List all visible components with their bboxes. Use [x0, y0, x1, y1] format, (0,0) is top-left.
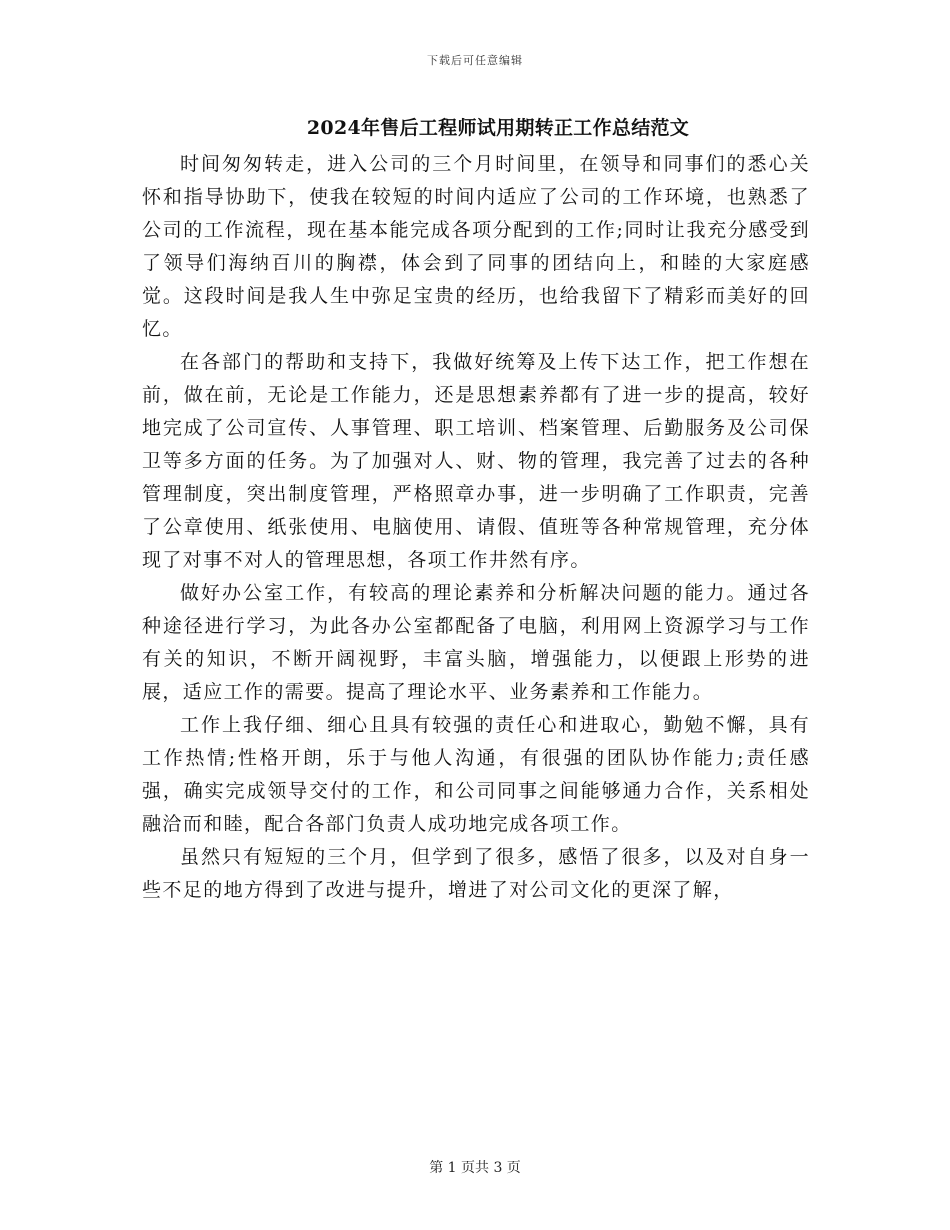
header-note: 下载后可任意编辑 [427, 54, 523, 67]
document-body [142, 148, 810, 907]
document-title: 2024年售后工程师试用期转正工作总结范文 [306, 117, 690, 139]
paragraph: 工作上我仔细、细心且具有较强的责任心和进取心，勤勉不懈，具有工作热情;性格开朗，乐于与他人沟通，有很强的团队协作能力;责任感强，确实完成领导交付的工作，和公司同事之间能够通力合作，关系相处融洽而和睦，配合各部门负责人成功地完成各项工作。 [142, 714, 810, 835]
paragraph: 时间匆匆转走，进入公司的三个月时间里，在领导和同事们的悉心关怀和指导协助下，使我在较短的时间内适应了公司的工作环境，也熟悉了公司的工作流程，现在基本能完成各项分配到的工作;同时让我充分感受到了领导们海纳百川的胸襟，体会到了同事的团结向上，和睦的大家庭感觉。这段时间是我人生中弥足宝贵的经历，也给我留下了精彩而美好的回忆。 [142, 153, 810, 340]
paragraph: 在各部门的帮助和支持下，我做好统筹及上传下达工作，把工作想在前，做在前，无论是工作能力，还是思想素养都有了进一步的提高，较好地完成了公司宣传、人事管理、职工培训、档案管理、后勤服务及公司保卫等多方面的任务。为了加强对人、财、物的管理，我完善了过去的各种管理制度，突出制度管理，严格照章办事，进一步明确了工作职责，完善了公章使用、纸张使用、电脑使用、请假、值班等各种常规管理，充分体现了对事不对人的管理思想，各项工作井然有序。 [142, 351, 810, 571]
page-indicator: 第 1 页共 3 页 [429, 1160, 521, 1176]
paragraph: 虽然只有短短的三个月，但学到了很多，感悟了很多，以及对自身一些不足的地方得到了改进与提升，增进了对公司文化的更深了解， [142, 846, 810, 901]
paragraph: 做好办公室工作，有较高的理论素养和分析解决问题的能力。通过各种途径进行学习，为此各办公室都配备了电脑，利用网上资源学习与工作有关的知识，不断开阔视野，丰富头脑，增强能力，以便跟上形势的进展，适应工作的需要。提高了理论水平、业务素养和工作能力。 [142, 582, 810, 703]
